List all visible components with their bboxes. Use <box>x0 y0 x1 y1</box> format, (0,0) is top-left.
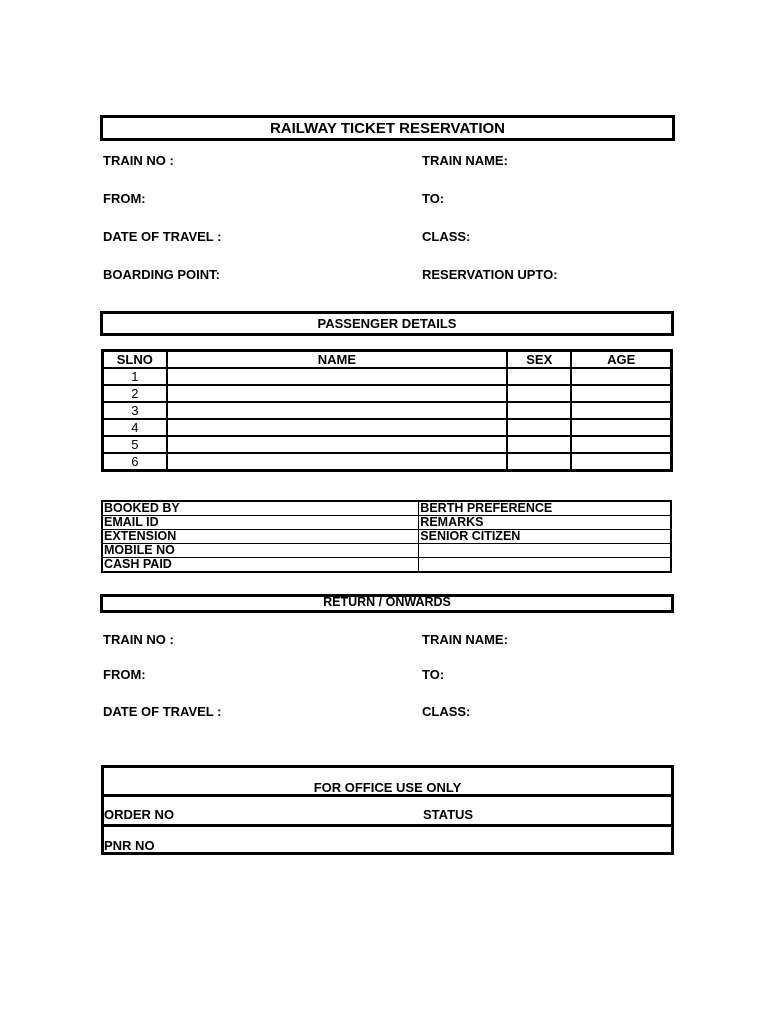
sex-cell[interactable] <box>507 385 571 402</box>
name-cell[interactable] <box>167 402 508 419</box>
passenger-table <box>101 349 673 472</box>
class-label: CLASS: <box>422 229 471 244</box>
email-id-label: EMAIL ID <box>102 516 419 530</box>
table-row <box>103 436 672 453</box>
table-row <box>103 402 672 419</box>
slno-cell: 3 <box>103 402 167 419</box>
extension-label: EXTENSION <box>102 530 419 544</box>
senior-citizen-label: SENIOR CITIZEN <box>419 530 671 544</box>
slno-cell: 4 <box>103 419 167 436</box>
age-cell[interactable] <box>571 453 671 471</box>
sex-cell[interactable] <box>507 368 571 385</box>
train-name-label: TRAIN NAME: <box>422 153 508 168</box>
sex-cell[interactable] <box>507 402 571 419</box>
train-no-label: TRAIN NO : <box>103 153 174 168</box>
table-row <box>103 385 672 402</box>
date-of-travel-label: DATE OF TRAVEL : <box>103 229 222 244</box>
name-cell[interactable] <box>167 419 508 436</box>
age-cell[interactable] <box>571 419 671 436</box>
sex-cell[interactable] <box>507 453 571 471</box>
name-cell[interactable] <box>167 453 508 471</box>
table-row <box>102 530 671 544</box>
sex-cell[interactable] <box>507 419 571 436</box>
header-sex: SEX <box>507 351 571 369</box>
empty-cell[interactable] <box>419 544 671 558</box>
table-row <box>102 544 671 558</box>
berth-preference-label: BERTH PREFERENCE <box>419 501 671 516</box>
name-cell[interactable] <box>167 368 508 385</box>
to-label: TO: <box>422 191 445 206</box>
office-use-box <box>101 765 674 855</box>
age-cell[interactable] <box>571 402 671 419</box>
form-title-text: RAILWAY TICKET RESERVATION <box>269 119 506 137</box>
slno-cell: 2 <box>103 385 167 402</box>
office-order-row <box>104 797 671 827</box>
table-row <box>102 558 671 573</box>
age-cell[interactable] <box>571 385 671 402</box>
reservation-upto-label: RESERVATION UPTO: <box>422 267 558 282</box>
order-no-label: ORDER NO <box>104 807 175 822</box>
office-title-row <box>104 768 671 797</box>
header-slno: SLNO <box>103 351 167 369</box>
slno-cell: 5 <box>103 436 167 453</box>
return-from-label: FROM: <box>103 667 146 682</box>
table-row <box>103 419 672 436</box>
sex-cell[interactable] <box>507 436 571 453</box>
office-use-title: FOR OFFICE USE ONLY <box>313 780 462 795</box>
header-name: NAME <box>167 351 508 369</box>
passenger-header-row <box>103 351 672 369</box>
table-row <box>102 501 671 516</box>
return-train-name-label: TRAIN NAME: <box>422 632 508 647</box>
mobile-no-label: MOBILE NO <box>102 544 419 558</box>
age-cell[interactable] <box>571 368 671 385</box>
return-onwards-text: RETURN / ONWARDS <box>323 595 451 609</box>
booking-info-table <box>101 500 672 573</box>
return-train-no-label: TRAIN NO : <box>103 632 174 647</box>
name-cell[interactable] <box>167 436 508 453</box>
slno-cell: 6 <box>103 453 167 471</box>
table-row <box>103 453 672 471</box>
pnr-no-label: PNR NO <box>104 838 155 853</box>
form-title <box>100 115 675 141</box>
booked-by-label: BOOKED BY <box>102 501 419 516</box>
boarding-point-label: BOARDING POINT: <box>103 267 220 282</box>
status-label: STATUS <box>423 807 474 822</box>
cash-paid-label: CASH PAID <box>102 558 419 573</box>
return-date-label: DATE OF TRAVEL : <box>103 704 222 719</box>
header-age: AGE <box>571 351 671 369</box>
return-to-label: TO: <box>422 667 445 682</box>
passenger-details-text: PASSENGER DETAILS <box>317 316 457 331</box>
age-cell[interactable] <box>571 436 671 453</box>
table-row <box>102 516 671 530</box>
return-onwards-title <box>100 594 674 613</box>
name-cell[interactable] <box>167 385 508 402</box>
empty-cell[interactable] <box>419 558 671 573</box>
passenger-details-title <box>100 311 674 336</box>
slno-cell: 1 <box>103 368 167 385</box>
from-label: FROM: <box>103 191 146 206</box>
table-row <box>103 368 672 385</box>
return-class-label: CLASS: <box>422 704 471 719</box>
remarks-label: REMARKS <box>419 516 671 530</box>
